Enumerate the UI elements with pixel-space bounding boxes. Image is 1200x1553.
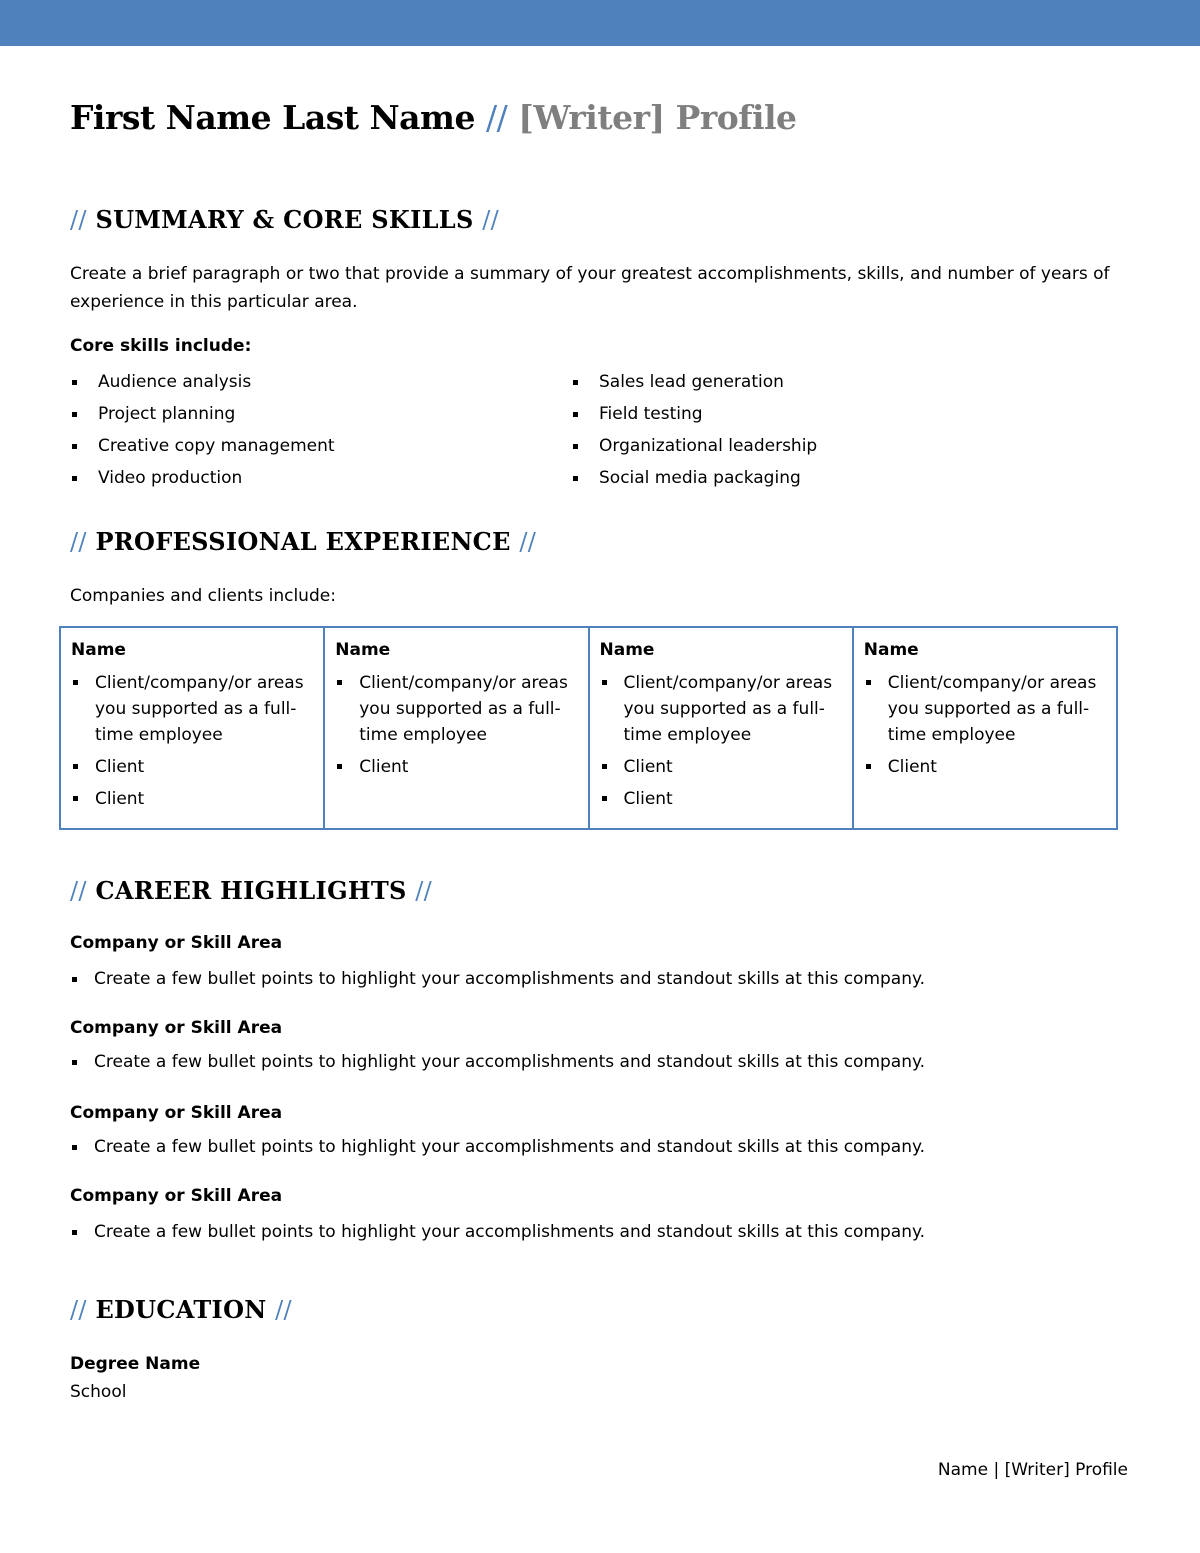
highlight-bullet: Create a few bullet points to highlight your accomplishments and standout skills at this company. xyxy=(70,1131,925,1163)
client-item: Client xyxy=(71,786,317,812)
experience-heading-text: PROFESSIONAL EXPERIENCE xyxy=(95,527,511,556)
column-name: Name xyxy=(335,640,391,660)
summary-heading-text: SUMMARY & CORE SKILLS xyxy=(95,205,474,234)
experience-column xyxy=(854,628,1116,828)
highlight-bullets xyxy=(70,1131,925,1163)
client-item: Client xyxy=(71,754,317,780)
title-separator: // xyxy=(485,98,508,137)
heading-slash-left: // xyxy=(70,1296,87,1324)
column-name: Name xyxy=(599,640,655,660)
client-item: Client xyxy=(335,754,581,780)
profile-role: [Writer] Profile xyxy=(518,98,797,137)
education-heading-text: EDUCATION xyxy=(95,1295,267,1324)
highlights-heading xyxy=(70,875,432,907)
skills-list-left xyxy=(70,366,335,494)
summary-heading xyxy=(70,204,499,236)
highlight-bullet: Create a few bullet points to highlight your accomplishments and standout skills at this company. xyxy=(70,1216,925,1248)
column-name: Name xyxy=(71,640,126,660)
experience-column xyxy=(590,628,854,828)
highlight-bullets xyxy=(70,1046,925,1078)
skill-item: Field testing xyxy=(571,398,817,430)
top-accent-bar xyxy=(0,0,1200,46)
highlight-area: Company or Skill Area xyxy=(70,1186,283,1206)
heading-slash-right: // xyxy=(415,877,433,905)
highlight-area: Company or Skill Area xyxy=(70,933,283,953)
heading-slash-left: // xyxy=(70,206,87,234)
highlights-heading-text: CAREER HIGHLIGHTS xyxy=(95,876,407,905)
page-title xyxy=(70,96,797,140)
degree-name: Degree Name xyxy=(70,1354,201,1374)
column-name: Name xyxy=(863,640,919,660)
heading-slash-right: // xyxy=(275,1296,292,1324)
skill-item: Organizational leadership xyxy=(571,430,817,462)
client-item: Client xyxy=(864,754,1110,780)
experience-column xyxy=(61,628,325,828)
client-item: Client/company/or areas you supported as a full-time employee xyxy=(71,670,317,748)
client-item: Client xyxy=(600,754,846,780)
client-item: Client xyxy=(600,786,846,812)
experience-heading xyxy=(70,526,536,558)
skill-item: Video production xyxy=(70,462,335,494)
summary-paragraph-line2: experience in this particular area. xyxy=(70,292,358,312)
skill-item: Social media packaging xyxy=(571,462,817,494)
heading-slash-left: // xyxy=(70,877,87,905)
client-item: Client/company/or areas you supported as a full-time employee xyxy=(864,670,1110,748)
heading-slash-left: // xyxy=(70,528,87,556)
heading-slash-right: // xyxy=(482,206,500,234)
experience-intro: Companies and clients include: xyxy=(70,586,336,606)
skill-item: Creative copy management xyxy=(70,430,335,462)
education-heading xyxy=(70,1294,292,1326)
client-item: Client/company/or areas you supported as a full-time employee xyxy=(335,670,581,748)
experience-table xyxy=(59,626,1118,830)
page-footer: Name | [Writer] Profile xyxy=(937,1460,1128,1480)
skill-item: Audience analysis xyxy=(70,366,335,398)
highlight-bullets xyxy=(70,1216,925,1248)
highlight-bullet: Create a few bullet points to highlight your accomplishments and standout skills at this company. xyxy=(70,1046,925,1078)
highlight-bullet: Create a few bullet points to highlight your accomplishments and standout skills at this company. xyxy=(70,963,925,995)
skill-item: Project planning xyxy=(70,398,335,430)
highlight-area: Company or Skill Area xyxy=(70,1103,283,1123)
experience-column xyxy=(325,628,589,828)
skills-list-right xyxy=(571,366,817,494)
profile-name: First Name Last Name xyxy=(70,98,475,137)
highlight-area: Company or Skill Area xyxy=(70,1018,283,1038)
heading-slash-right: // xyxy=(519,528,537,556)
school-name: School xyxy=(70,1382,127,1402)
core-skills-label: Core skills include: xyxy=(70,336,252,356)
highlight-bullets xyxy=(70,963,925,995)
summary-paragraph-line1: Create a brief paragraph or two that provide a summary of your greatest accomplishments, skills, and number of years of xyxy=(70,264,1110,284)
client-item: Client/company/or areas you supported as a full-time employee xyxy=(600,670,846,748)
skill-item: Sales lead generation xyxy=(571,366,817,398)
